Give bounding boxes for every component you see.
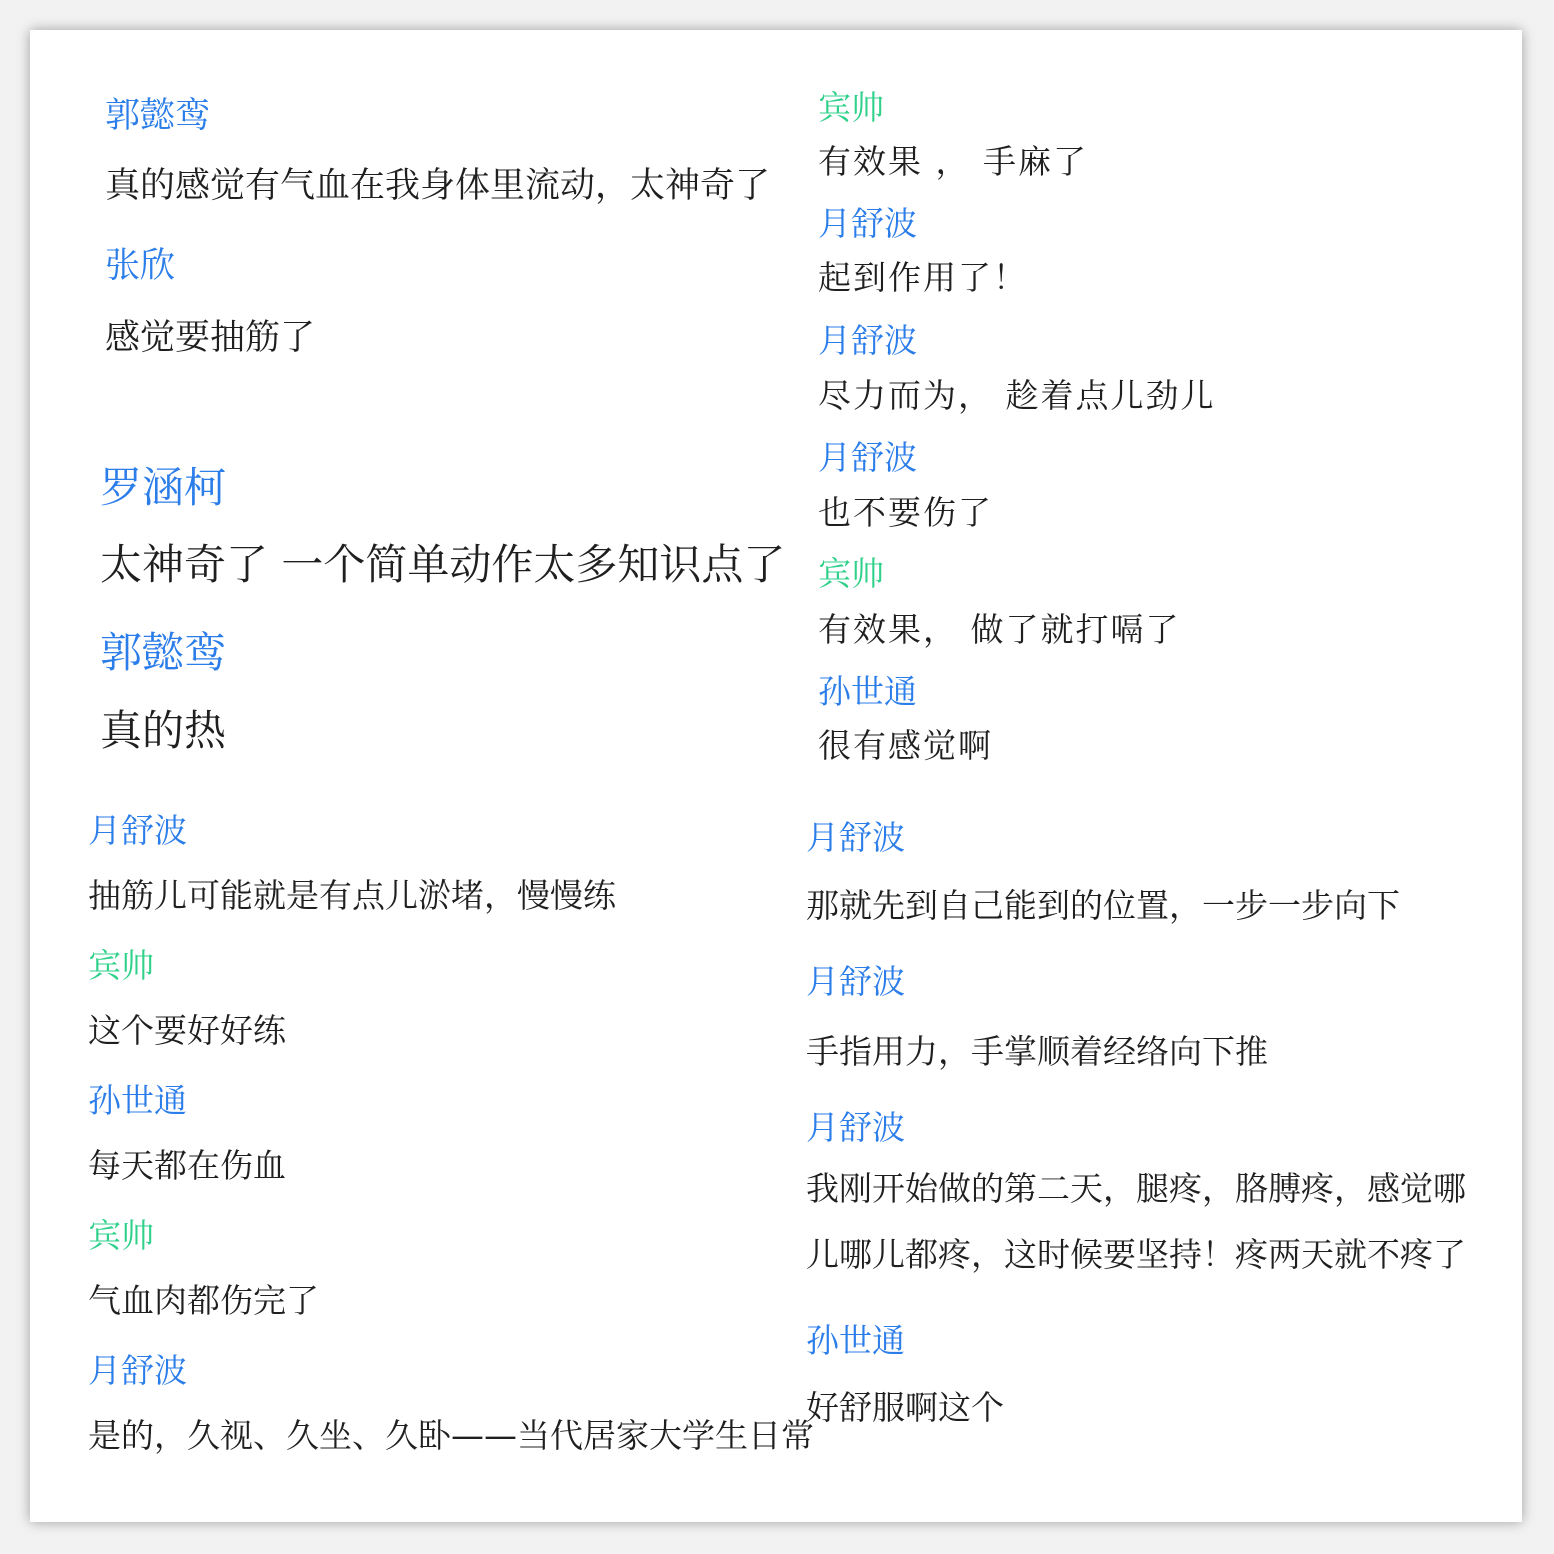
message-text: 尽力而为， 趁着点儿劲儿 (818, 376, 1216, 415)
sender-name: 宾帅 (88, 1216, 154, 1255)
message-text: 这个要好好练 (88, 1011, 286, 1050)
message-text: 好舒服啊这个 (806, 1388, 1004, 1427)
message-text: 气血肉都伤完了 (88, 1281, 319, 1320)
message-text: 真的热 (100, 706, 227, 755)
message-text: 我刚开始做的第二天，腿疼，胳膊疼，感觉哪儿哪儿都疼，这时候要坚持！疼两天就不疼了 (806, 1169, 1466, 1274)
sender-name: 月舒波 (818, 438, 917, 477)
sender-name: 张欣 (105, 246, 176, 286)
sender-name: 孙世通 (806, 1321, 905, 1360)
sender-name: 郭懿鸾 (100, 628, 227, 677)
sender-name: 宾帅 (818, 554, 884, 593)
chat-screenshot-panel (30, 30, 1522, 1522)
sender-name: 孙世通 (88, 1081, 187, 1120)
message-text: 是的，久视、久坐、久卧——当代居家大学生日常 (88, 1416, 814, 1455)
sender-name: 月舒波 (88, 1351, 187, 1390)
sender-name: 月舒波 (88, 811, 187, 850)
message-text: 那就先到自己能到的位置，一步一步向下 (806, 886, 1400, 925)
message-text: 有效果 ， 手麻了 (818, 142, 1088, 181)
sender-name: 月舒波 (806, 1108, 905, 1147)
message-text: 很有感觉啊 (818, 726, 993, 765)
sender-name: 罗涵柯 (100, 463, 227, 512)
message-text: 太神奇了 一个简单动作太多知识点了 (100, 540, 786, 589)
message-text: 抽筋儿可能就是有点儿淤堵，慢慢练 (88, 876, 616, 915)
message-text: 也不要伤了 (818, 493, 993, 532)
sender-name: 月舒波 (818, 321, 917, 360)
sender-name: 孙世通 (818, 672, 917, 711)
message-text: 手指用力，手掌顺着经络向下推 (806, 1032, 1268, 1071)
sender-name: 郭懿鸾 (105, 96, 211, 136)
message-text: 感觉要抽筋了 (105, 318, 316, 358)
sender-name: 月舒波 (818, 204, 917, 243)
sender-name: 月舒波 (806, 818, 905, 857)
sender-name: 月舒波 (806, 962, 905, 1001)
message-text: 起到作用了！ (818, 258, 1028, 297)
message-text: 真的感觉有气血在我身体里流动，太神奇了 (105, 166, 771, 206)
message-text: 每天都在伤血 (88, 1146, 286, 1185)
message-text: 有效果， 做了就打嗝了 (818, 610, 1181, 649)
sender-name: 宾帅 (88, 946, 154, 985)
sender-name: 宾帅 (818, 88, 884, 127)
